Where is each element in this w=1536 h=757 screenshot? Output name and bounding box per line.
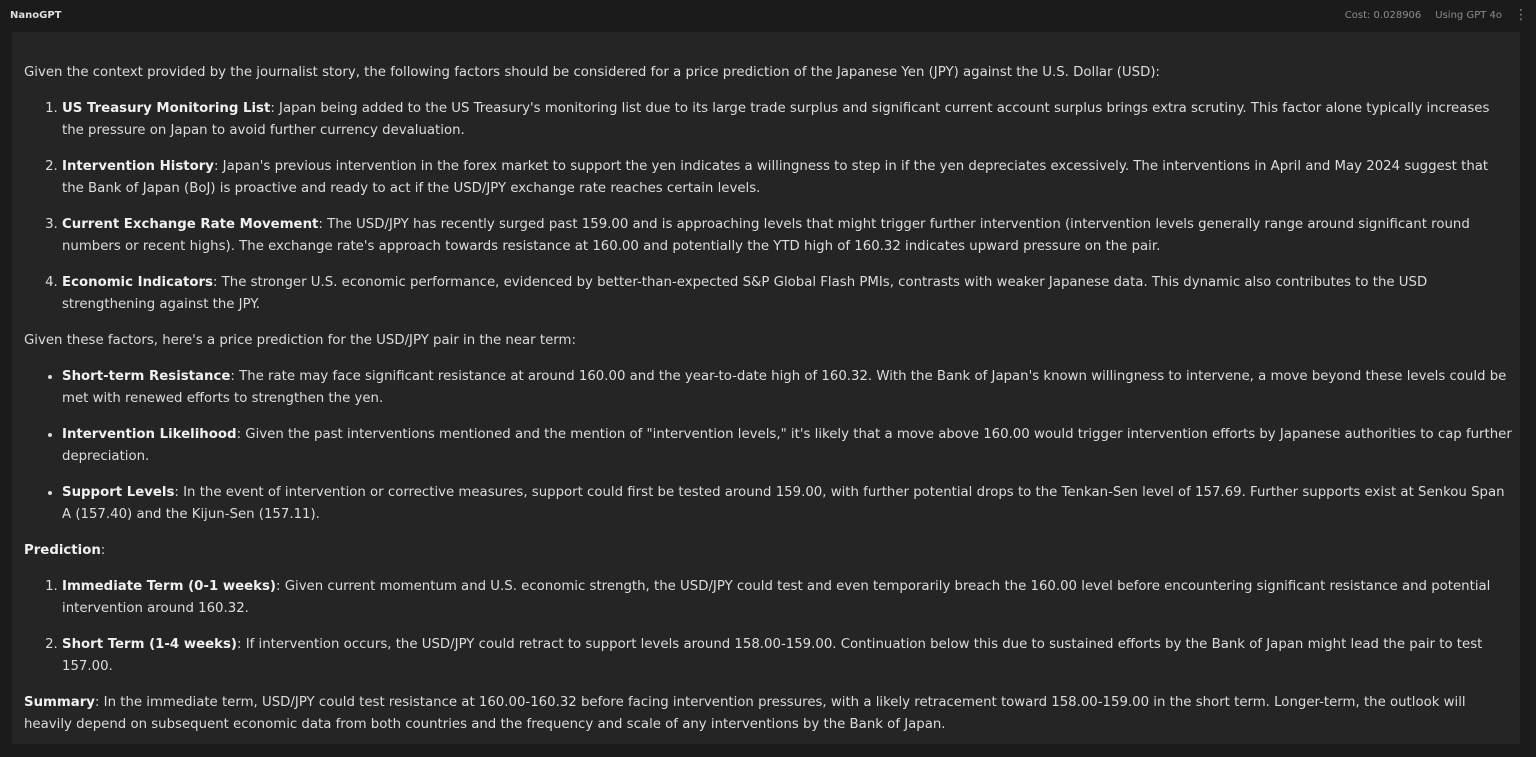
bullet-title: Intervention Likelihood [62,427,237,442]
list-item [62,98,1514,142]
bullet-text: : The rate may face significant resistance at around 160.00 and the year-to-date high of 160.32. With the Bank of Japan's known willingness to intervene, a move beyond these levels could be met with renewed efforts to strengthen the yen. [62,369,1507,406]
list-item [62,576,1514,620]
predictions-list [24,576,1514,678]
prediction-text: : Given current momentum and U.S. economic strength, the USD/JPY could test and even temporarily breach the 160.00 level before encountering significant resistance and potential intervention around 160.32. [62,579,1491,616]
session-meta [1345,10,1502,21]
bullet-text: : In the event of intervention or corrective measures, support could first be tested around 159.00, with further potential drops to the Tenkan-Sen level of 157.69. Further supports exist at Senkou Span A (157.40) and the Kijun-Sen (157.11). [62,485,1505,522]
factors-list [24,98,1514,316]
prediction-colon: : [100,543,106,558]
prediction-bullets [24,366,1514,526]
bullet-text: : Given the past interventions mentioned and the mention of "intervention levels," it's likely that a move above 160.00 would trigger intervention efforts by Japanese authorities to cap further depreciation. [62,427,1512,464]
list-item [62,156,1514,200]
factor-title: Intervention History [62,159,214,174]
list-item [62,482,1514,526]
prediction-label: Prediction [24,543,101,558]
prediction-title: Short Term (1-4 weeks) [62,637,237,652]
response-content [24,62,1514,736]
prediction-title: Immediate Term (0-1 weeks) [62,579,276,594]
prediction-text: : If intervention occurs, the USD/JPY could retract to support levels around 158.00-159.00. Continuation below this due to sustained efforts by the Bank of Japan might lead the pair to test 157.00. [62,637,1483,674]
list-item [62,424,1514,468]
list-item [62,272,1514,316]
prediction-intro: Given these factors, here's a price prediction for the USD/JPY pair in the near term: [24,333,576,348]
top-bar [0,0,1536,32]
factor-text: : The USD/JPY has recently surged past 159.00 and is approaching levels that might trigger further intervention (intervention levels generally range around significant round numbers or recent highs). The exchange rate's approach towards resistance at 160.00 and potentially the YTD high of 160.32 indicates upward pressure on the pair. [62,217,1470,254]
intro-paragraph: Given the context provided by the journalist story, the following factors should be considered for a price prediction of the Japanese Yen (JPY) against the U.S. Dollar (USD): [24,65,1160,80]
factor-title: Current Exchange Rate Movement [62,217,319,232]
factor-text: : Japan being added to the US Treasury's monitoring list due to its large trade surplus and significant current account surplus brings extra scrutiny. This factor alone typically increases the pressure on Japan to avoid further currency devaluation. [62,101,1490,138]
factor-text: : The stronger U.S. economic performance, evidenced by better-than-expected S&P Global Flash PMIs, contrasts with weaker Japanese data. This dynamic also contributes to the USD strengthening against the JPY. [62,275,1428,312]
list-item [62,214,1514,258]
prediction-heading [24,540,1514,562]
summary-paragraph [24,692,1514,736]
app-title: NanoGPT [10,10,62,21]
model-label: Using GPT 4o [1435,10,1502,21]
summary-label: Summary [24,695,95,710]
factor-title: Economic Indicators [62,275,213,290]
bullet-title: Support Levels [62,485,175,500]
more-menu-icon[interactable]: ⋮ [1514,7,1528,23]
bullet-title: Short-term Resistance [62,369,231,384]
factor-title: US Treasury Monitoring List [62,101,271,116]
list-item [62,366,1514,410]
response-panel [12,32,1520,744]
summary-text: : In the immediate term, USD/JPY could test resistance at 160.00-160.32 before facing intervention pressures, with a likely retracement toward 158.00-159.00 in the short term. Longer-term, the outlook will heavily depend on subsequent economic data from both countries and the frequency and scale of any interventions by the Bank of Japan. [24,695,1466,732]
factor-text: : Japan's previous intervention in the forex market to support the yen indicates a willingness to step in if the yen depreciates excessively. The interventions in April and May 2024 suggest that the Bank of Japan (BoJ) is proactive and ready to act if the USD/JPY exchange rate reaches certain levels. [62,159,1489,196]
cost-label: Cost: 0.028906 [1344,10,1422,21]
list-item [62,634,1514,678]
